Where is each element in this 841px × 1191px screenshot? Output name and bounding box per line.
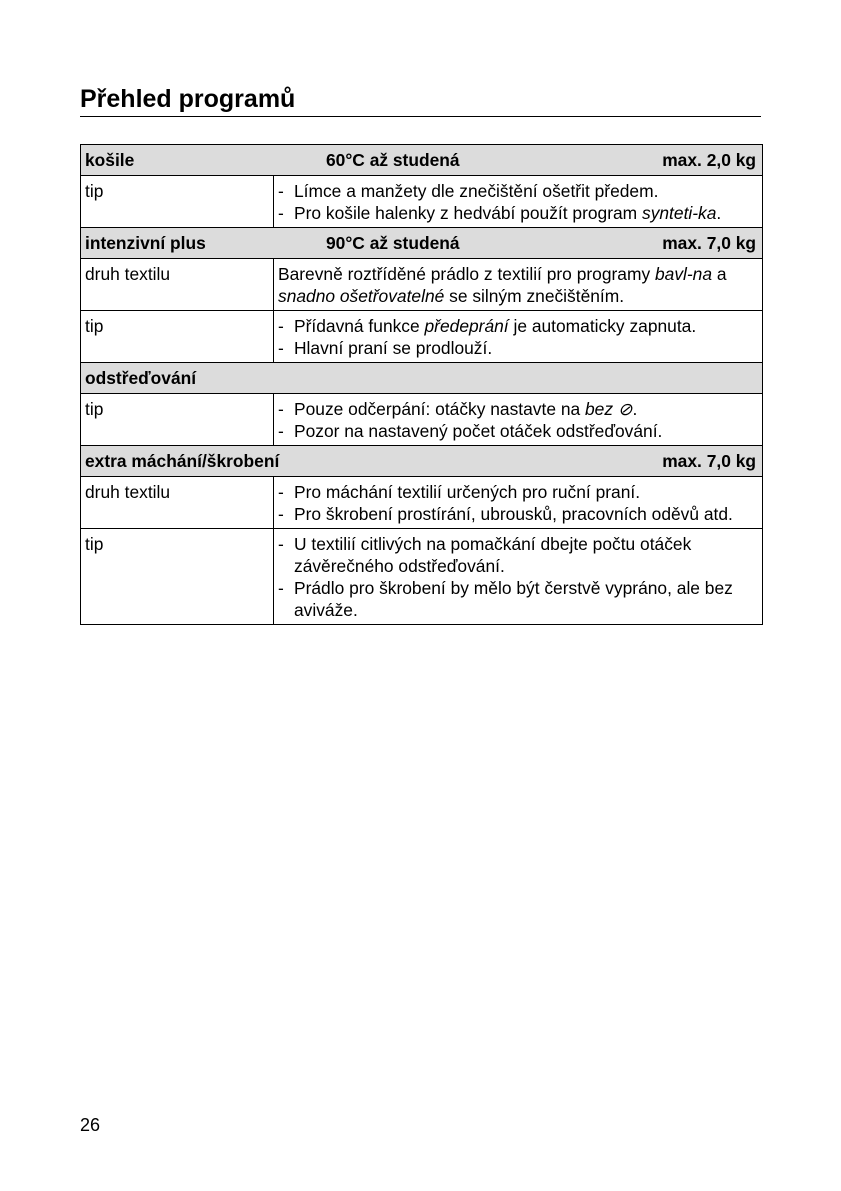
row-content <box>273 529 762 624</box>
bullet-dash: - <box>278 578 284 598</box>
table-row <box>81 394 762 446</box>
list-item-text <box>294 481 758 503</box>
list-item <box>278 577 758 621</box>
list-item-text <box>294 577 758 621</box>
text-segment: bavl-na <box>654 264 713 284</box>
text-segment: Pozor na nastavený počet otáček odstřeďování. <box>294 421 663 441</box>
text-segment: Prádlo pro škrobení by mělo být čerstvě vypráno, ale bez aviváže. <box>294 578 733 620</box>
title-divider <box>80 116 761 117</box>
text-segment: bez <box>585 399 614 419</box>
list-item <box>278 180 758 202</box>
bullet-dash: - <box>278 338 284 358</box>
table-row <box>81 176 762 228</box>
list-item-text <box>294 398 758 420</box>
text-segment: Hlavní praní se prodlouží. <box>294 338 493 358</box>
row-content <box>273 311 762 362</box>
list-item <box>278 337 758 359</box>
bullet-dash: - <box>278 181 284 201</box>
list-item-text <box>294 533 758 577</box>
text-segment: Pro škrobení prostírání, ubrousků, pracovních oděvů atd. <box>294 504 733 524</box>
bullet-dash: - <box>278 316 284 336</box>
row-label: tip <box>85 399 104 419</box>
row-label: druh textilu <box>85 264 171 284</box>
text-segment: U textilií citlivých na pomačkání dbejte počtu otáček závěrečného odstřeďování. <box>294 534 692 576</box>
table-row <box>81 311 762 363</box>
row-content <box>273 394 762 445</box>
list-item <box>278 398 758 420</box>
row-label: tip <box>85 181 104 201</box>
bullet-dash: - <box>278 421 284 441</box>
text-segment: ⊘ <box>617 399 633 419</box>
section-header-extra-machani-skrobeni <box>81 446 762 477</box>
bullet-dash: - <box>278 203 284 223</box>
row-label: tip <box>85 534 104 554</box>
bullet-dash: - <box>278 504 284 524</box>
section-header-kosile <box>81 145 762 176</box>
row-content <box>273 176 762 227</box>
section-header-odstredovani <box>81 363 762 394</box>
text-segment: . <box>632 399 638 419</box>
bullet-dash: - <box>278 399 284 419</box>
row-label: tip <box>85 316 104 336</box>
list-item <box>278 533 758 577</box>
program-max-load: max. 2,0 kg <box>662 150 756 170</box>
bullet-dash: - <box>278 534 284 554</box>
text-segment: snadno ošetřovatelné <box>278 286 445 306</box>
list-item-text <box>294 315 758 337</box>
table-row <box>81 477 762 529</box>
row-label: druh textilu <box>85 482 171 502</box>
list-item <box>278 315 758 337</box>
text-segment: . <box>716 203 722 223</box>
text-segment: Límce a manžety dle znečištění ošetřit předem. <box>294 181 659 201</box>
text-segment: a <box>712 264 727 284</box>
program-max-load: max. 7,0 kg <box>662 233 756 253</box>
list-item <box>278 202 758 224</box>
row-content <box>273 477 762 528</box>
list-item <box>278 481 758 503</box>
text-segment: synteti-ka <box>642 203 717 223</box>
list-item <box>278 420 758 442</box>
bullet-dash: - <box>278 482 284 502</box>
text-segment: se silným znečištěním. <box>444 286 625 306</box>
text-segment: předeprání <box>424 316 509 336</box>
list-item-text <box>294 420 758 442</box>
program-name: odstřeďování <box>85 368 197 388</box>
text-segment: Barevně roztříděné prádlo z textilií pro programy <box>278 264 655 284</box>
list-item-text <box>294 337 758 359</box>
page-title: Přehled programů <box>80 85 296 113</box>
text-segment: Přídavná funkce <box>294 316 425 336</box>
page-number: 26 <box>80 1115 101 1135</box>
program-max-load: max. 7,0 kg <box>662 451 756 471</box>
program-temperature: 60°C až studená <box>326 150 460 170</box>
list-item-text <box>294 180 758 202</box>
program-table <box>80 144 763 625</box>
list-item-text <box>294 503 758 525</box>
program-name: košile <box>85 150 135 170</box>
table-row <box>81 259 762 311</box>
text-segment: Pro košile halenky z hedvábí použít program <box>294 203 642 223</box>
text-segment: Pouze odčerpání: otáčky nastavte na <box>294 399 585 419</box>
text-segment: je automaticky zapnuta. <box>508 316 697 336</box>
list-item <box>278 503 758 525</box>
row-content <box>273 259 762 310</box>
program-name: intenzivní plus <box>85 233 206 253</box>
list-item-text <box>294 202 758 224</box>
table-row <box>81 529 762 625</box>
program-name: extra máchání/škrobení <box>85 451 280 471</box>
program-temperature: 90°C až studená <box>326 233 460 253</box>
section-header-intenzivni-plus <box>81 228 762 259</box>
text-segment: Pro máchání textilií určených pro ruční praní. <box>294 482 641 502</box>
